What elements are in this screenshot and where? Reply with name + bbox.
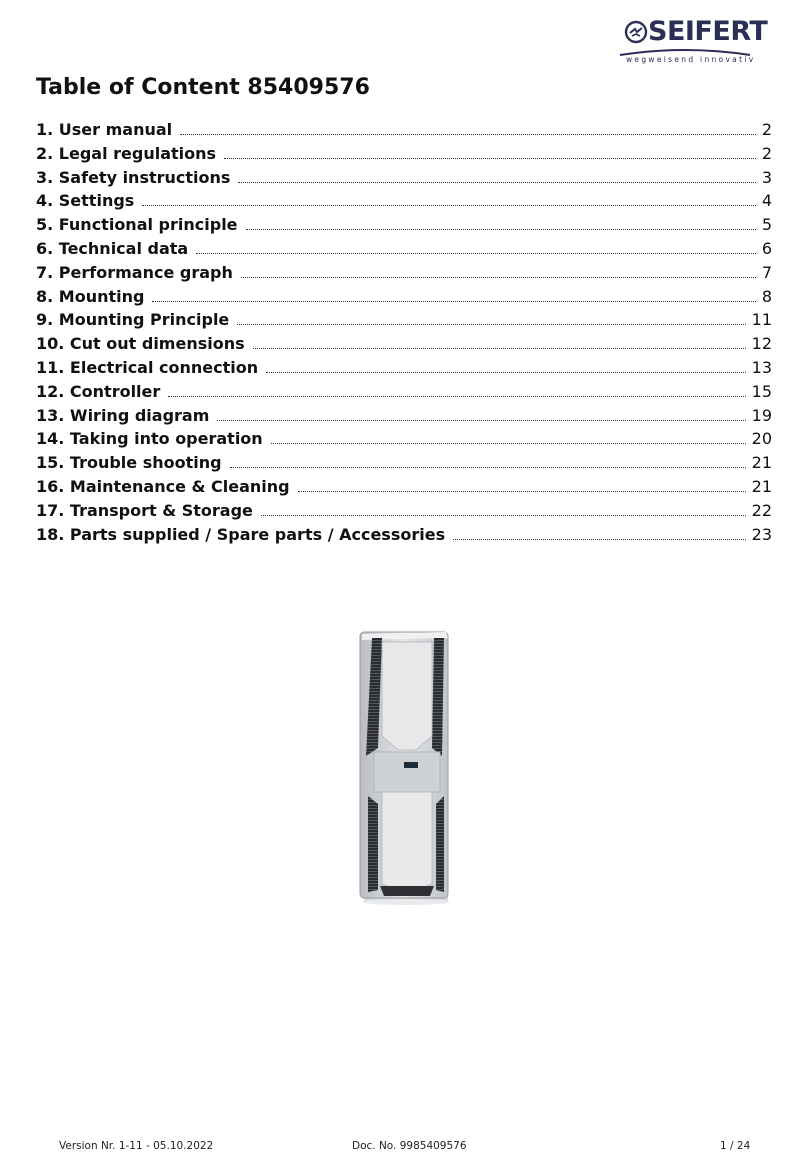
toc-entry-label: 1. User manual xyxy=(36,120,173,139)
toc-entry-label: 2. Legal regulations xyxy=(36,143,217,163)
toc-entry-page: 19 xyxy=(751,405,772,425)
toc-entry-label: 12. Controller xyxy=(36,381,161,401)
toc-entry-label: 16. Maintenance & Cleaning xyxy=(36,476,290,496)
toc-entry-page: 8 xyxy=(761,286,772,306)
toc-entry[interactable] xyxy=(36,142,772,166)
toc-entry-label: 11. Electrical connection xyxy=(36,357,259,377)
toc-entry[interactable] xyxy=(36,523,772,547)
toc-dot-leader xyxy=(196,253,756,254)
toc-entry-page: 15 xyxy=(751,381,772,401)
toc-entry-label: 15. Trouble shooting xyxy=(36,453,222,473)
toc-dot-leader xyxy=(238,182,755,183)
toc-dot-leader xyxy=(253,348,746,349)
toc-entry[interactable] xyxy=(36,118,772,142)
toc-dot-leader xyxy=(246,229,756,230)
toc-dot-leader xyxy=(224,158,756,159)
toc-entry[interactable] xyxy=(36,404,772,428)
toc-entry-label: 8. Mounting xyxy=(36,286,145,306)
toc-entry[interactable] xyxy=(36,261,772,285)
toc-entry-page: 20 xyxy=(751,429,772,449)
toc-entry[interactable] xyxy=(36,308,772,332)
toc-entry[interactable] xyxy=(36,380,772,404)
toc-entry-page: 7 xyxy=(761,262,772,282)
toc-dot-leader xyxy=(271,443,746,444)
toc-entry-label: 7. Performance graph xyxy=(36,262,233,282)
seifert-logo xyxy=(618,14,768,68)
toc-entry-label: 10. Cut out dimensions xyxy=(36,334,245,354)
toc-entry-label: 3. Safety instructions xyxy=(36,167,231,187)
toc-entry[interactable] xyxy=(36,213,772,237)
toc-entry-label: 18. Parts supplied / Spare parts / Accessories xyxy=(36,524,446,544)
seifert-emblem-icon xyxy=(624,20,648,44)
toc-entry-page: 2 xyxy=(761,143,772,163)
toc-entry[interactable] xyxy=(36,356,772,380)
toc-dot-leader xyxy=(180,134,756,135)
cooling-unit-product-image xyxy=(350,628,460,906)
toc-entry-page: 12 xyxy=(751,334,772,354)
toc-dot-leader xyxy=(230,467,746,468)
toc-entry[interactable] xyxy=(36,451,772,475)
toc-dot-leader xyxy=(152,301,755,302)
toc-dot-leader xyxy=(298,491,746,492)
toc-entry-page: 3 xyxy=(761,167,772,187)
footer-version: Version Nr. 1-11 - 05.10.2022 xyxy=(59,1140,214,1152)
table-of-contents xyxy=(36,118,772,546)
toc-entry[interactable] xyxy=(36,166,772,190)
toc-entry-page: 23 xyxy=(751,524,772,544)
toc-entry-page: 4 xyxy=(761,191,772,211)
toc-dot-leader xyxy=(241,277,756,278)
toc-entry[interactable] xyxy=(36,475,772,499)
toc-entry-label: 4. Settings xyxy=(36,191,135,211)
toc-dot-leader xyxy=(142,205,756,206)
footer-doc-number: Doc. No. 9985409576 xyxy=(352,1140,467,1152)
toc-entry-page: 21 xyxy=(751,476,772,496)
logo-tagline: wegweisend innovativ xyxy=(626,55,756,64)
toc-dot-leader xyxy=(217,420,745,421)
toc-dot-leader xyxy=(261,515,746,516)
toc-entry-page: 2 xyxy=(761,120,772,139)
toc-entry[interactable] xyxy=(36,237,772,261)
toc-entry-page: 6 xyxy=(761,238,772,258)
toc-entry-label: 14. Taking into operation xyxy=(36,429,263,449)
toc-entry-page: 11 xyxy=(751,310,772,330)
toc-entry[interactable] xyxy=(36,332,772,356)
toc-entry-page: 21 xyxy=(751,453,772,473)
page-title: Table of Content 85409576 xyxy=(36,75,370,100)
toc-entry-label: 13. Wiring diagram xyxy=(36,405,210,425)
toc-entry[interactable] xyxy=(36,285,772,309)
toc-entry-page: 5 xyxy=(761,215,772,235)
footer-page-number: 1 / 24 xyxy=(720,1140,751,1152)
toc-entry-label: 9. Mounting Principle xyxy=(36,310,230,330)
toc-entry[interactable] xyxy=(36,427,772,451)
toc-entry-label: 5. Functional principle xyxy=(36,215,238,235)
toc-entry-label: 6. Technical data xyxy=(36,238,189,258)
toc-entry[interactable] xyxy=(36,499,772,523)
toc-entry[interactable] xyxy=(36,189,772,213)
toc-dot-leader xyxy=(266,372,746,373)
toc-entry-label: 17. Transport & Storage xyxy=(36,500,253,520)
toc-entry-page: 13 xyxy=(751,357,772,377)
toc-dot-leader xyxy=(453,539,746,540)
toc-dot-leader xyxy=(237,324,745,325)
logo-wordmark: SEIFERT xyxy=(648,16,768,47)
toc-entry-page: 22 xyxy=(751,500,772,520)
toc-dot-leader xyxy=(168,396,745,397)
